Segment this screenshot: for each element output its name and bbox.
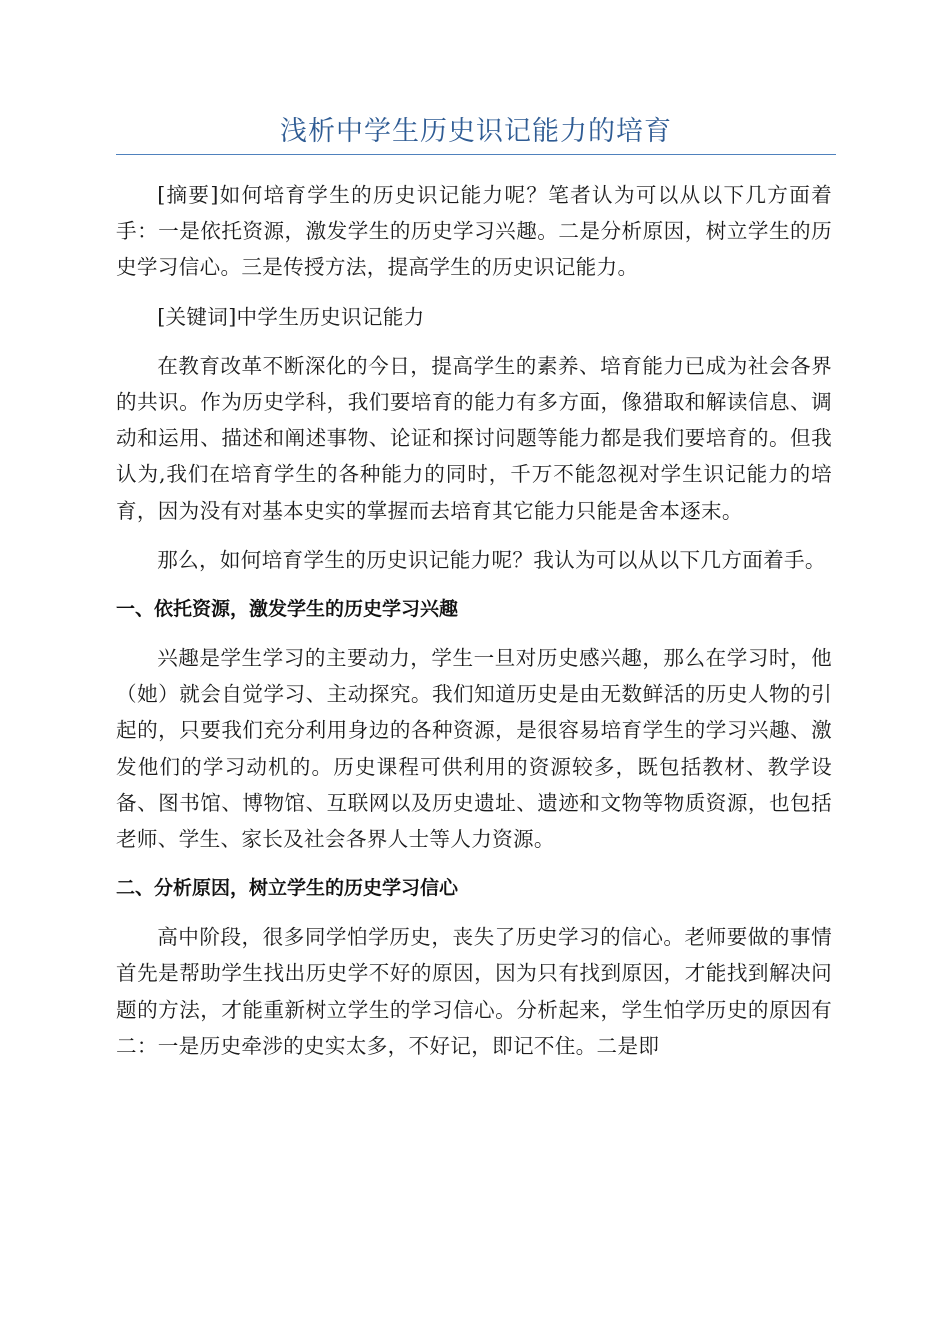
keywords-paragraph: [关键词]中学生历史识记能力 bbox=[157, 304, 425, 329]
section-2-heading: 二、分析原因，树立学生的历史学习信心 bbox=[116, 877, 459, 900]
intro-paragraph-2: 那么，如何培育学生的历史识记能力呢？我认为可以从以下几方面着手。 bbox=[157, 547, 826, 572]
title-underline bbox=[116, 154, 836, 155]
document-title: 浅析中学生历史识记能力的培育 bbox=[280, 116, 672, 147]
document-body bbox=[116, 177, 832, 1064]
section-1-paragraph: 兴趣是学生学习的主要动力，学生一旦对历史感兴趣，那么在学习时，他（她）就会自觉学习、主动探究。我们知道历史是由无数鲜活的历史人物的引起的，只要我们充分利用身边的各种资源，是很容易培育学生的学习兴趣、激发他们的学习动机的。历史课程可供利用的资源较多，既包括教材、教学设备、图书馆、博物馆、互联网以及历史遗址、遗迹和文物等物质资源，也包括老师、学生、家长及社会各界人士等人力资源。 bbox=[116, 646, 832, 852]
section-1-heading: 一、依托资源，激发学生的历史学习兴趣 bbox=[116, 598, 459, 621]
abstract-paragraph: [摘要]如何培育学生的历史识记能力呢？笔者认为可以从以下几方面着手：一是依托资源，激发学生的历史学习兴趣。二是分析原因，树立学生的历史学习信心。三是传授方法，提高学生的历史识记能力。 bbox=[116, 183, 832, 280]
intro-paragraph-1: 在教育改革不断深化的今日，提高学生的素养、培育能力已成为社会各界的共识。作为历史学科，我们要培育的能力有多方面，像猎取和解读信息、调动和运用、描述和阐述事物、论证和探讨问题等能力都是我们要培育的。但我认为,我们在培育学生的各种能力的同时，千万不能忽视对学生识记能力的培育，因为没有对基本史实的掌握而去培育其它能力只能是舍本逐末。 bbox=[116, 353, 832, 523]
section-2-paragraph: 高中阶段，很多同学怕学历史，丧失了历史学习的信心。老师要做的事情首先是帮助学生找出历史学不好的原因，因为只有找到原因，才能找到解决问题的方法，才能重新树立学生的学习信心。分析起来，学生怕学历史的原因有二：一是历史牵涉的史实太多，不好记，即记不住。二是即 bbox=[116, 925, 832, 1058]
